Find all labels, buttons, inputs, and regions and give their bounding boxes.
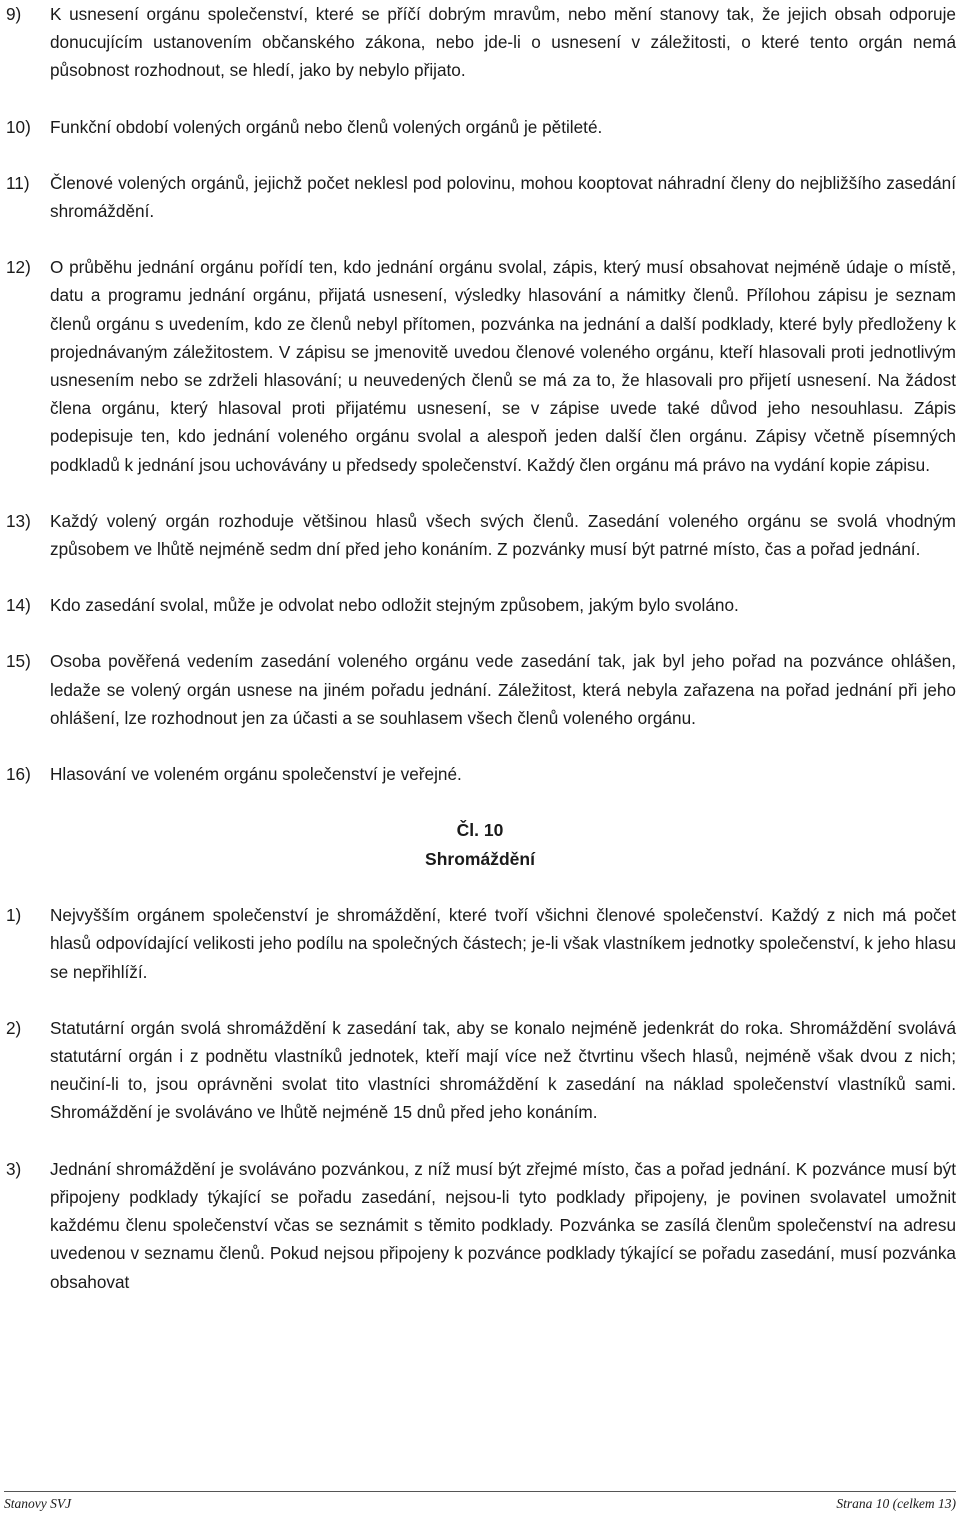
- spacer: [0, 788, 960, 816]
- item-text: Každý volený orgán rozhoduje většinou hlasů všech svých členů. Zasedání voleného orgánu se svolá vhodným způsobem ve lhůtě nejméně sedm dní před jeho konáním. Z pozvánky musí být patrné místo, čas a pořad jednání.: [50, 510, 956, 560]
- article-number: Čl. 10: [456, 820, 504, 841]
- list-item-12: [0, 253, 960, 479]
- spacer: [0, 986, 960, 1014]
- spacer: [0, 141, 960, 169]
- list-item-14: [0, 591, 960, 619]
- item-number: 11): [6, 172, 30, 193]
- item-number: 16): [6, 764, 31, 785]
- item-number: 15): [6, 651, 31, 672]
- list-item-16: [0, 760, 960, 788]
- article-10-section: [0, 901, 960, 1295]
- footer-document-title: Stanovy SVJ: [4, 1496, 72, 1511]
- list-item-1: [0, 901, 960, 986]
- spacer: [0, 732, 960, 760]
- spacer: [0, 479, 960, 507]
- item-number: 1): [6, 905, 22, 926]
- item-text: K usnesení orgánu společenství, které se příčí dobrým mravům, nebo mění stanovy tak, že jejich obsah odporuje donucujícím ustanovením občanského zákona, nebo jde-li o usnesení v záležitosti, o které tento orgán nemá působnost rozhodnout, se hledí, jako by nebylo přijato.: [50, 4, 956, 81]
- item-number: 13): [6, 510, 31, 531]
- item-text: Členové volených orgánů, jejichž počet neklesl pod polovinu, mohou kooptovat náhradní členy do nejbližšího zasedání shromáždění.: [50, 172, 956, 222]
- footer-page-number: Strana 10 (celkem 13): [836, 1496, 956, 1511]
- item-number: 2): [6, 1017, 22, 1038]
- item-number: 3): [6, 1158, 22, 1179]
- list-item-3: [0, 1155, 960, 1296]
- item-number: 14): [6, 595, 31, 616]
- item-text: Funkční období volených orgánů nebo členů volených orgánů je pětileté.: [50, 116, 603, 137]
- list-item-10: [0, 113, 960, 141]
- list-item-9: [0, 0, 960, 85]
- item-number: 12): [6, 257, 31, 278]
- spacer: [0, 619, 960, 647]
- item-number: 9): [6, 4, 22, 24]
- list-item-15: [0, 647, 960, 732]
- spacer: [0, 225, 960, 253]
- list-item-11: [0, 169, 960, 225]
- item-text: Hlasování ve voleném orgánu společenství je veřejné.: [50, 764, 462, 785]
- item-text: Jednání shromáždění je svoláváno pozvánkou, z níž musí být zřejmé místo, čas a pořad jednání. K pozvánce musí být připojeny podklady týkající se pořadu zasedání, nejsou-li tyto podklady připojeny, je povinen svolavatel umožnit každému členu společenství včas se seznámit s těmito podklady. Pozvánka se zasílá členům společenství na adresu uvedenou v seznamu členů. Pokud nejsou připojeny k pozvánce podklady týkající se pořadu zasedání, musí pozvánka obsahovat: [50, 1158, 956, 1292]
- page-footer: [4, 1491, 956, 1512]
- item-text: Nejvyšším orgánem společenství je shromáždění, které tvoří všichni členové společenství. Každý z nich má počet hlasů odpovídající velikosti jeho podílu na společných částech; je-li však vlastníkem jednotky společenství, k jeho hlasu se nepřihlíží.: [50, 905, 956, 982]
- article-title: Shromáždění: [425, 848, 535, 869]
- list-item-13: [0, 507, 960, 563]
- item-text: Osoba pověřená vedením zasedání voleného orgánu vede zasedání tak, jak byl jeho pořad na pozvánce ohlášen, ledaže se volený orgán usnese na jiném pořadu jednání. Záležitost, která nebyla zařazena na pořad jednání při jeho ohlášení, lze rozhodnout jen za účasti a se souhlasem všech členů voleného orgánu.: [50, 651, 956, 728]
- item-text: O průběhu jednání orgánu pořídí ten, kdo jednání orgánu svolal, zápis, který musí obsahovat nejméně údaje o místě, datu a programu jednání orgánu, přijatá usnesení, výsledky hlasování a námitky členů. Přílohou zápisu je seznam členů orgánu s uvedením, kdo ze členů nebyl přítomen, pozvánka na jednání a další podklady, které byly předloženy k projednávaným záležitostem. V zápisu se jmenovitě uvedou členové voleného orgánu, kteří hlasovali proti jednotlivým usnesením nebo se zdrželi hlasování; u neuvedených členů se má za to, že hlasovali pro přijetí usnesení. Na žádost člena orgánu, který hlasoval proti přijatému usnesení, se v zápise uvede také důvod jeho nesouhlasu. Zápis podepisuje ten, kdo jednání voleného orgánu svolal a alespoň jeden další člen orgánu. Zápisy včetně písemných podkladů k jednání jsou uchovávány u předsedy společenství. Každý člen orgánu má právo na vydání kopie zápisu.: [50, 257, 956, 475]
- list-item-2: [0, 1014, 960, 1127]
- item-number: 10): [6, 116, 31, 137]
- spacer: [0, 85, 960, 113]
- spacer: [0, 563, 960, 591]
- spacer: [0, 1127, 960, 1155]
- item-text: Statutární orgán svolá shromáždění k zasedání tak, aby se konalo nejméně jedenkrát do roka. Shromáždění svolává statutární orgán i z podnětu vlastníků jednotek, kteří mají více než čtvrtinu všech hlasů, nejméně však dvou z nich; neučiní-li to, jsou oprávněni svolat tito vlastníci shromáždění k zasedání na náklad společenství vlastníků sami. Shromáždění je svoláváno ve lhůtě nejméně 15 dnů před jeho konáním.: [50, 1017, 956, 1123]
- spacer: [0, 873, 960, 901]
- article-10-heading: [0, 816, 960, 873]
- item-text: Kdo zasedání svolal, může je odvolat nebo odložit stejným způsobem, jakým bylo svoláno.: [50, 595, 739, 616]
